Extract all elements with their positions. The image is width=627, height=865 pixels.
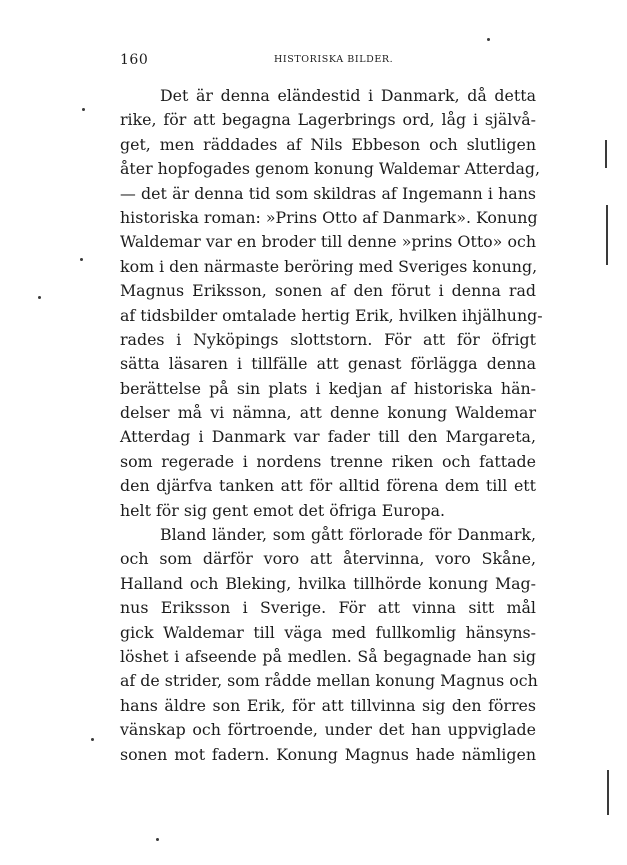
- text-line: vänskap och förtroende, under det han uppviglade: [120, 720, 536, 740]
- text-line: helt för sig gent emot det öfriga Europa.: [120, 500, 446, 520]
- text-line: — det är denna tid som skildras af Ingemann i hans: [120, 183, 536, 203]
- scan-mark: [606, 205, 608, 265]
- text-line: kom i den närmaste beröring med Sveriges konung,: [120, 256, 538, 276]
- running-title: HISTORISKA BILDER.: [274, 54, 394, 65]
- text-line: sätta läsaren i tillfälle att genast förlägga denna: [120, 354, 536, 374]
- text-line: get, men räddades af Nils Ebbeson och slutligen: [120, 134, 536, 154]
- text-line: sonen mot fadern. Konung Magnus hade nämligen: [120, 744, 536, 764]
- scan-speck: [38, 296, 41, 299]
- text-line: gick Waldemar till väga med fullkomlig hänsyns-: [120, 622, 536, 642]
- text-line: rades i Nyköpings slottstorn. För att för öfrigt: [120, 329, 536, 349]
- text-line: rike, för att begagna Lagerbrings ord, låg i självå-: [120, 110, 536, 130]
- text-line: af de strider, som rådde mellan konung Magnus och: [120, 671, 538, 691]
- text-line: berättelse på sin plats i kedjan af historiska hän-: [120, 378, 536, 398]
- scan-speck: [91, 738, 94, 741]
- text-line: löshet i afseende på medlen. Så begagnade han sig: [120, 646, 536, 666]
- text-line: åter hopfogades genom konung Waldemar Atterdag,: [120, 159, 540, 179]
- text-line: Magnus Eriksson, sonen af den förut i denna rad: [120, 281, 536, 301]
- text-line: Atterdag i Danmark var fader till den Margareta,: [120, 427, 536, 447]
- scan-speck: [82, 108, 85, 111]
- text-line: som regerade i nordens trenne riken och fattade: [120, 451, 536, 471]
- text-line: och som därför voro att återvinna, voro Skåne,: [120, 549, 536, 569]
- scan-speck: [156, 838, 159, 841]
- text-line: Det är denna eländestid i Danmark, då detta: [160, 86, 536, 105]
- paragraph-1: [120, 84, 543, 523]
- text-line: Bland länder, som gått förlorade för Danmark,: [160, 525, 536, 545]
- text-line: Waldemar var en broder till denne »prins Otto» och: [120, 232, 536, 252]
- scan-mark: [605, 140, 607, 168]
- text-line: nus Eriksson i Sverige. För att vinna sitt mål: [120, 598, 536, 618]
- text-line: hans äldre son Erik, för att tillvinna sig den förres: [120, 695, 536, 715]
- body-text: [120, 84, 543, 767]
- paragraph-2: [120, 523, 536, 767]
- text-line: Halland och Bleking, hvilka tillhörde konung Mag-: [120, 573, 536, 593]
- page-header: [120, 52, 535, 72]
- text-line: den djärfva tanken att för alltid förena dem till ett: [120, 476, 536, 496]
- scan-speck: [487, 38, 490, 41]
- text-line: historiska roman: »Prins Otto af Danmark». Konung: [120, 207, 538, 227]
- page-number: 160: [120, 52, 149, 68]
- text-line: delser må vi nämna, att denne konung Waldemar: [120, 403, 536, 423]
- scan-mark: [607, 770, 609, 815]
- text-line: af tidsbilder omtalade hertig Erik, hvilken ihjälhung-: [120, 305, 543, 325]
- scan-speck: [80, 258, 83, 261]
